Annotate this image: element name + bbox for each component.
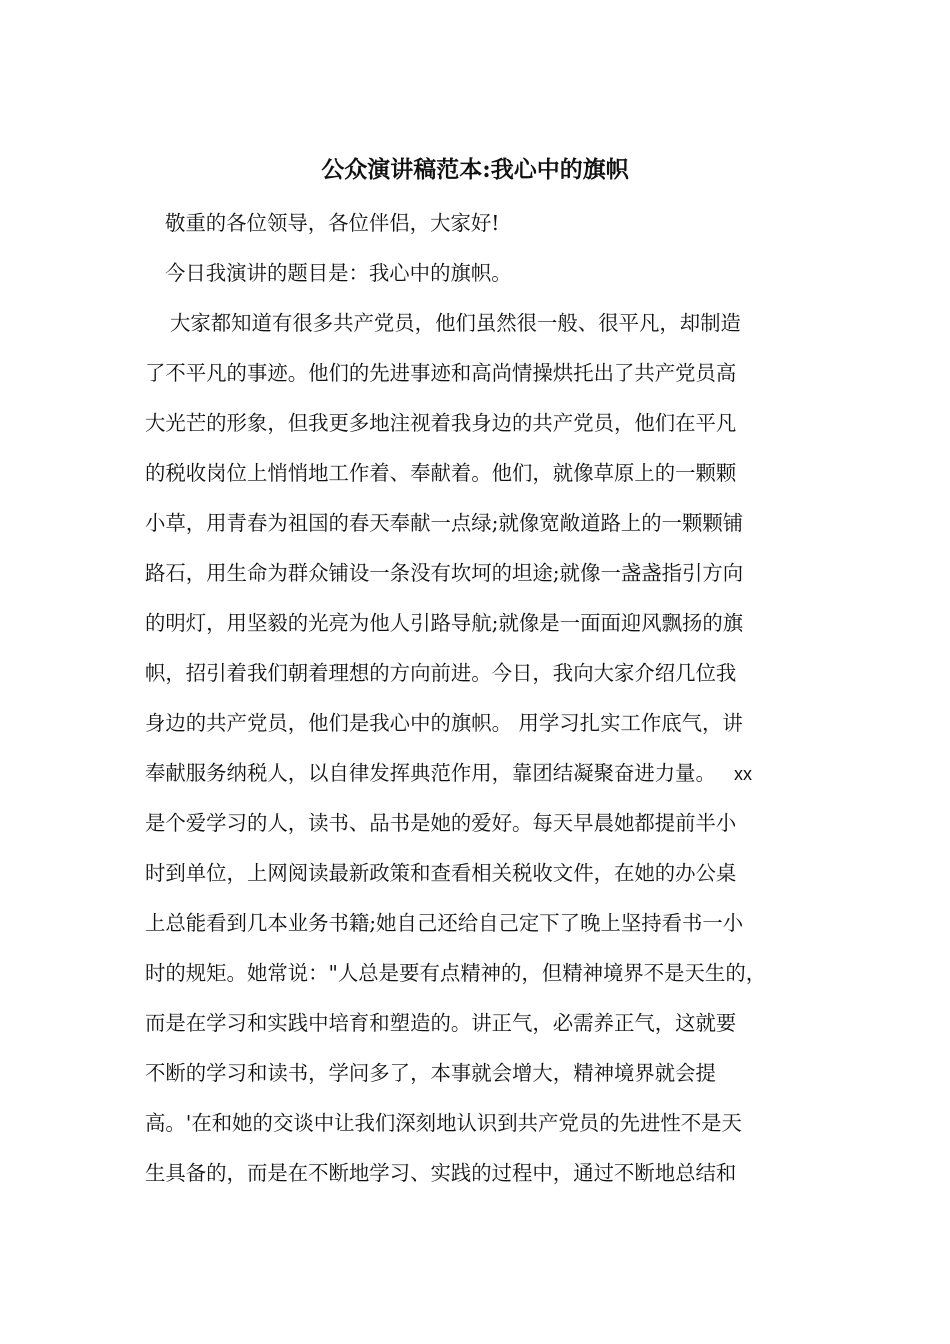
paragraph-line: 时的规矩。她常说："人总是要有点精神的，但精神境界不是天生的， [145,961,767,985]
paragraph-line [145,758,752,789]
paragraph-line: 上总能看到几本业务书籍;她自己还给自己定下了晚上坚持看书一小 [145,911,744,935]
paragraph-line: 而是在学习和实践中培育和塑造的。讲正气，必需养正气，这就要 [145,1011,737,1035]
paragraph-line: 身边的共产党员，他们是我心中的旗帜。 用学习扎实工作底气，讲 [145,711,743,735]
name-placeholder: xx [733,764,752,784]
paragraph-line: 路石，用生命为群众铺设一条没有坎坷的坦途;就像一盏盏指引方向 [145,561,744,585]
paragraph-line: 大光芒的形象，但我更多地注视着我身边的共产党员，他们在平凡 [145,411,737,435]
paragraph-line: 帜，招引着我们朝着理想的方向前进。今日，我向大家介绍几位我 [145,661,737,685]
paragraph-line: 时到单位，上网阅读最新政策和查看相关税收文件，在她的办公桌 [145,861,737,885]
paragraph-line: 的税收岗位上悄悄地工作着、奉献着。他们，就像草原上的一颗颗 [145,461,737,485]
topic-line: 今日我演讲的题目是：我心中的旗帜。 [165,261,512,285]
paragraph-line: 的明灯，用坚毅的光亮为他人引路导航;就像是一面面迎风飘扬的旗 [145,611,744,635]
paragraph-line: 小草，用青春为祖国的春天奉献一点绿;就像宽敞道路上的一颗颗铺 [145,511,744,535]
paragraph-line: 大家都知道有很多共产党员，他们虽然很一般、很平凡，却制造 [170,311,741,335]
document-title: 公众演讲稿范本:我心中的旗帜 [321,156,629,183]
paragraph-line: 是个爱学习的人，读书、品书是她的爱好。每天早晨她都提前半小 [145,811,737,835]
paragraph-line: 不断的学习和读书，学问多了，本事就会增大，精神境界就会提 [145,1061,716,1085]
paragraph-text: 奉献服务纳税人，以自律发挥典范作用，靠团结凝聚奋进力量。 [145,761,716,785]
greeting-line: 敬重的各位领导，各位伴侣，大家好! [165,211,500,235]
paragraph-line: 生具备的，而是在不断地学习、实践的过程中，通过不断地总结和 [145,1161,737,1185]
paragraph-line: 高。'在和她的交谈中让我们深刻地认识到共产党员的先进性不是天 [145,1111,742,1135]
paragraph-line: 了不平凡的事迹。他们的先进事迹和高尚情操烘托出了共产党员高 [145,361,737,385]
